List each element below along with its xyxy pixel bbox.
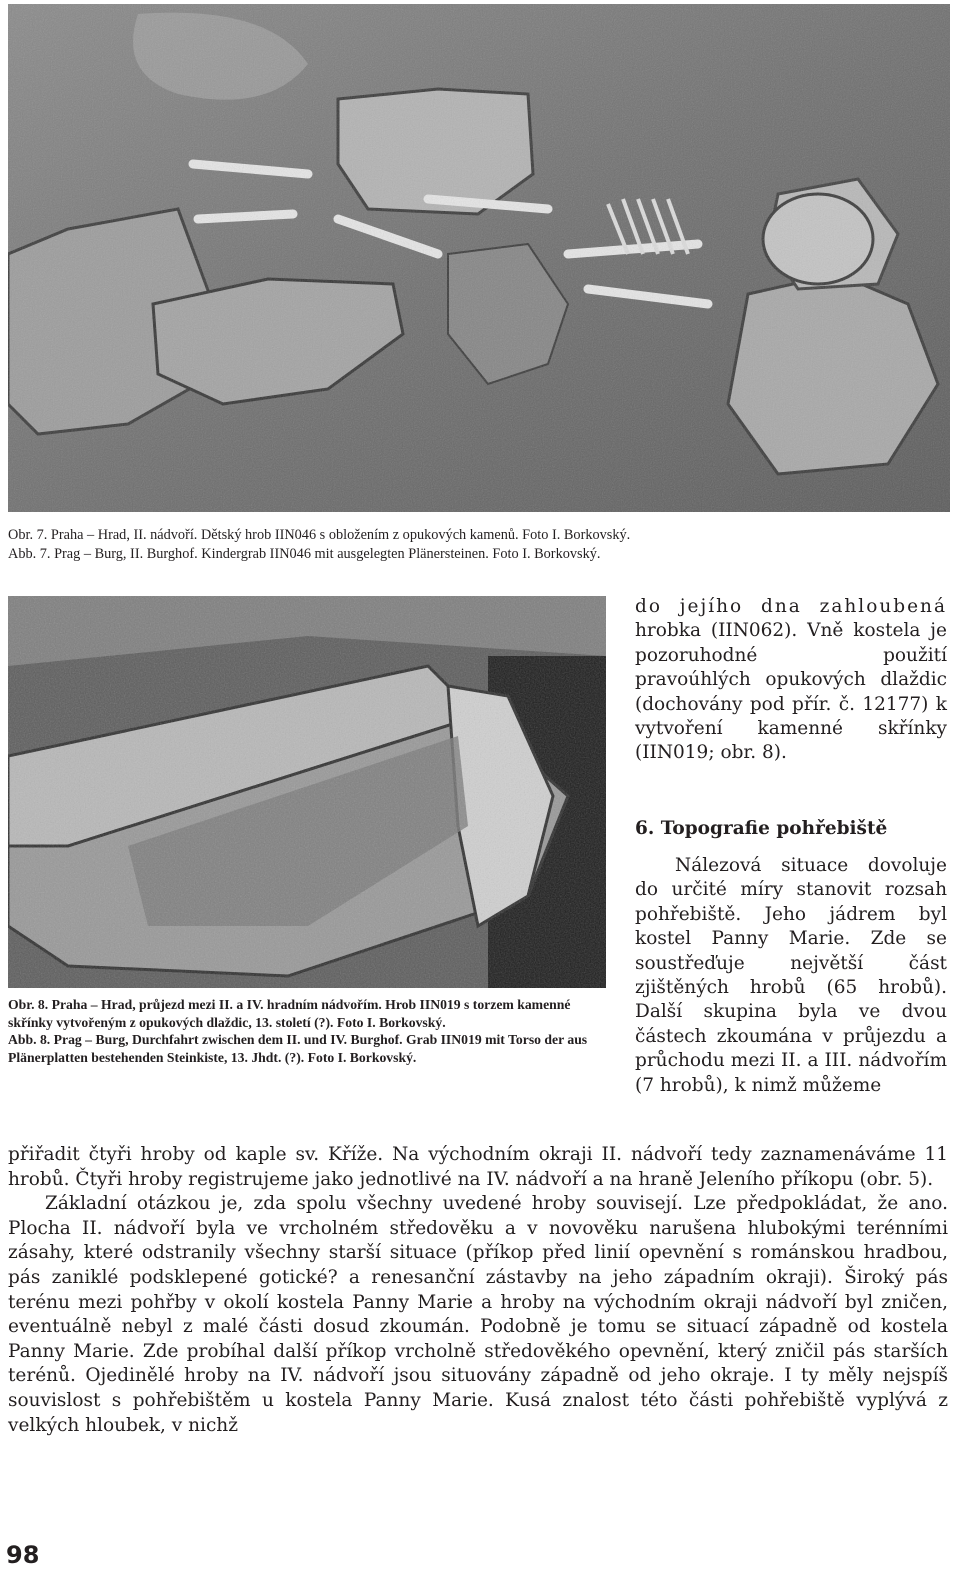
- column-intro-paragraph: [635, 595, 947, 766]
- column-intro-rest: hrobka (IIN062). Vně kostela je pozoruhodné použití pravoúhlých opukových dlaždic (dochovány pod přír. č. 12177) k vytvoření kamenné skřínky (IIN019; obr. 8).: [635, 620, 947, 764]
- figure-8-caption-czech: Obr. 8. Praha – Hrad, průjezd mezi II. a IV. hradním nádvořím. Hrob IIN019 s torzem kamenné skřínky vytvořeným z opukových dlaždic, 13. století (?). Foto I. Borkovský.: [8, 997, 571, 1030]
- section-paragraph: [635, 854, 947, 1098]
- stone-cist-photo-illustration: [8, 596, 606, 988]
- column-intro-first-line: do jejího dna zahloubená: [635, 596, 947, 617]
- section-heading: 6. Topografie pohřebiště: [635, 818, 888, 839]
- figure-7-caption: [8, 526, 938, 564]
- figure-8-caption: [8, 996, 608, 1066]
- body-continuation-paragraph: přiřadit čtyři hroby od kaple sv. Kříže. Na východním okraji II. nádvoří tedy zaznamenáváme 11 hrobů. Čtyři hroby registrujeme jako jednotlivé na IV. nádvoří a na hraně Jeleního příkopu (obr. 5).: [8, 1144, 948, 1190]
- body-paragraph-2: Základní otázkou je, zda spolu všechny uvedené hroby souvisejí. Lze předpokládat, že ano. Plocha II. nádvoří byla ve vrcholném středověku a v novověku narušena hlubokými terénními zásahy, které odstranily všechny starší situace (příkop před linií opevnění s románskou hradbou, pás zaniklé podsklepené gotické? a renesanční zástavby na jeho západním okraji). Široký pás terénu mezi pohřby v okolí kostela Panny Marie a hroby na východním okraji nádvoří byl zničen, eventuálně nebyl z malé části dosud zkoumán. Podobně je tomu se situací západně od kostela Panny Marie. Zde probíhal další příkop vrcholně středověkého opevnění, který zničil pás starších terénů. Ojedinělé hroby na IV. nádvoří jsou situovány západně od jeho okraje. I ty měly nejspíš souvislost s pohřebištěm u kostela Panny Marie. Kusá znalost této části pohřebiště vyplývá z velkých hloubek, v nichž: [8, 1193, 948, 1436]
- figure-7-caption-german: Abb. 7. Prag – Burg, II. Burghof. Kindergrab IIN046 mit ausgelegten Plänersteinen. Foto I. Borkovský.: [8, 546, 601, 562]
- figure-7-photo: [8, 4, 950, 512]
- body-text: [8, 1143, 948, 1438]
- child-grave-photo-illustration: [8, 4, 950, 512]
- figure-8-caption-german: Abb. 8. Prag – Burg, Durchfahrt zwischen dem II. und IV. Burghof. Grab IIN019 mit Torso der aus Plänerplatten bestehenden Steinkiste, 13. Jhdt. (?). Foto I. Borkovský.: [8, 1032, 588, 1065]
- figure-8-photo: [8, 596, 606, 988]
- page-number: 98: [6, 1541, 40, 1569]
- figure-7-caption-czech: Obr. 7. Praha – Hrad, II. nádvoří. Dětský hrob IIN046 s obložením z opukových kamenů. Foto I. Borkovský.: [8, 527, 631, 543]
- section-paragraph-text: Nálezová situace dovoluje do určité míry stanovit rozsah pohřebiště. Jeho jádrem byl kostel Panny Marie. Zde se soustřeďuje největší část zjištěných hrobů (65 hrobů). Další skupina byla ve dvou částech zkoumána v průjezdu a průchodu mezi II. a III. nádvořím (7 hrobů), k nimž můžeme: [635, 855, 947, 1096]
